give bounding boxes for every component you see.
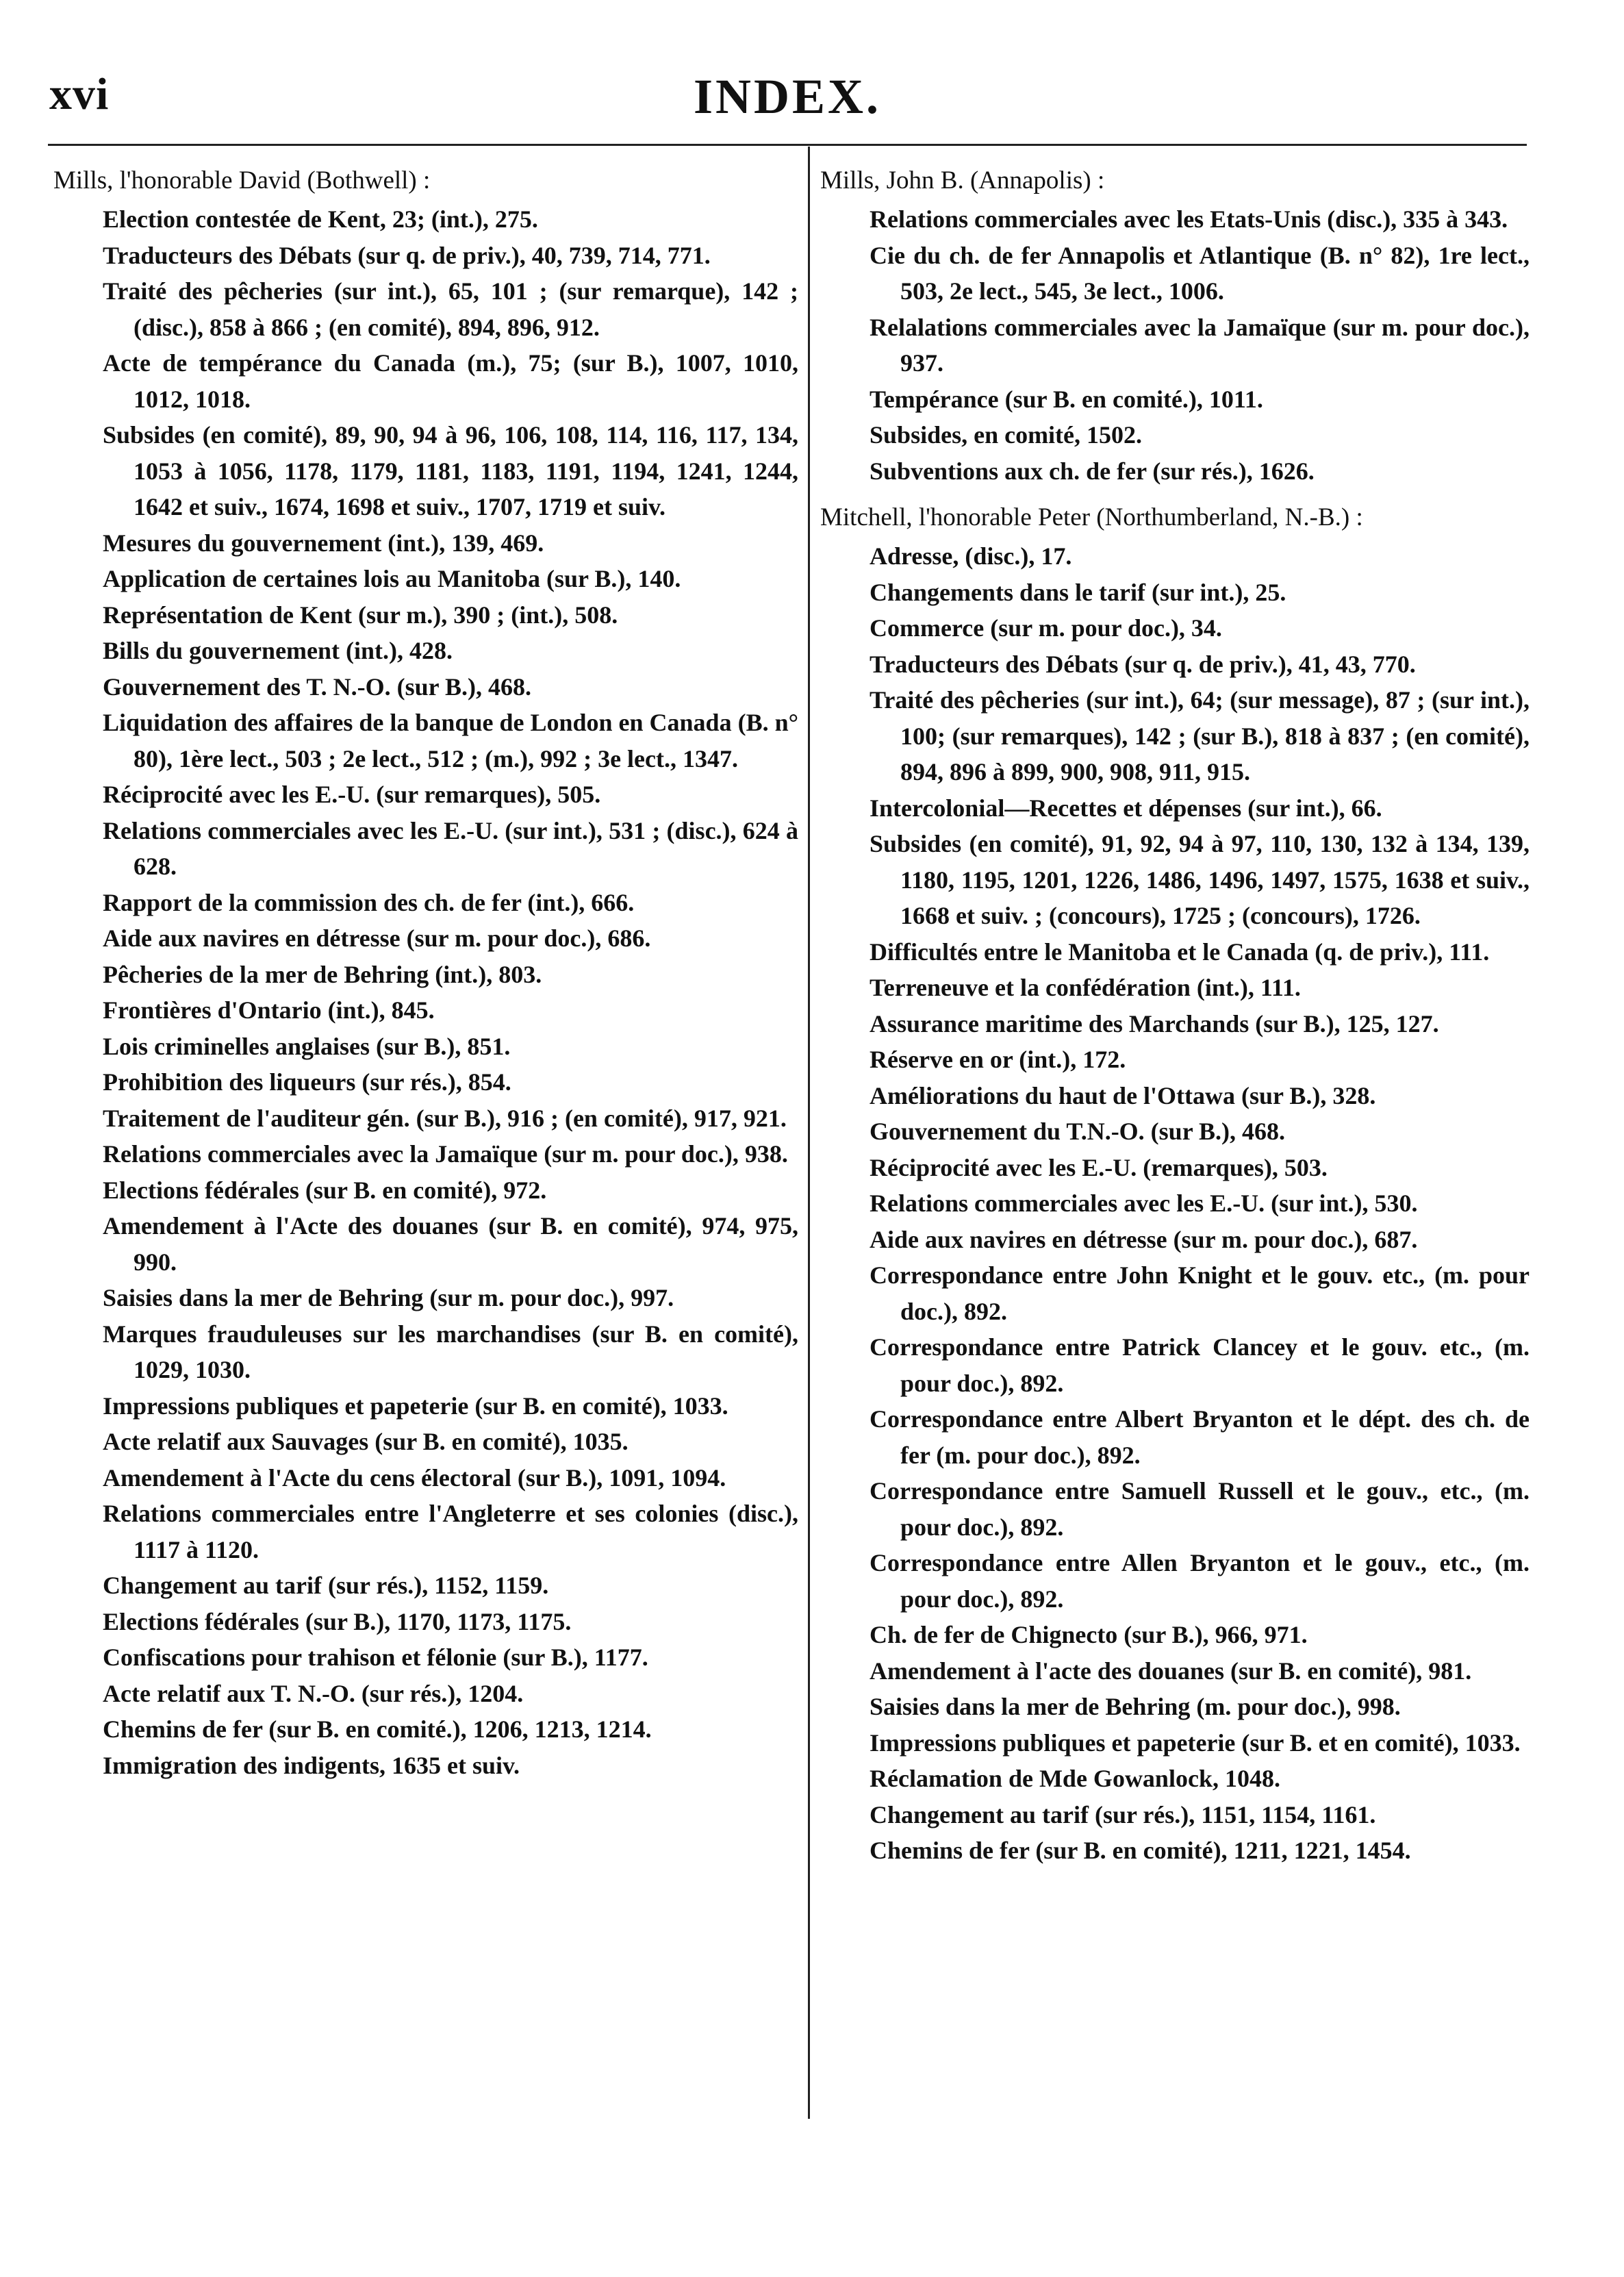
index-entry: Subsides (en comité), 89, 90, 94 à 96, 106, 108, 114, 116, 117, 134, 1053 à 1056, 1178, 1179, 1181, 1183, 1191, 1194, 1241, 1244, 1642 et suiv., 1674, 1698 et suiv., 1707, 1719 et suiv. [103,421,798,520]
index-entry: Réciprocité avec les E.-U. (sur remarques), 505. [103,781,601,808]
index-entry: Subventions aux ch. de fer (sur rés.), 1626. [870,457,1315,485]
index-entry: Acte relatif aux Sauvages (sur B. en comité), 1035. [103,1428,629,1455]
index-heading-mills-david [53,163,798,199]
index-entry: Chemins de fer (sur B. en comité.), 1206, 1213, 1214. [103,1715,652,1743]
index-heading-mitchell-peter [820,500,1530,536]
index-entry: Améliorations du haut de l'Ottawa (sur B.), 328. [870,1081,1376,1109]
index-entry: Aide aux navires en détresse (sur m. pour doc.), 686. [103,924,651,952]
index-entry: Election contestée de Kent, 23; (int.), 275. [103,205,538,233]
index-entry: Changements dans le tarif (sur int.), 25. [870,578,1286,606]
index-entry: Relations commerciales avec les E.-U. (sur int.), 531 ; (disc.), 624 à 628. [103,816,798,880]
index-entry: Représentation de Kent (sur m.), 390 ; (int.), 508. [103,601,618,629]
index-entry: Tempérance (sur B. en comité.), 1011. [870,385,1263,413]
index-entry: Impressions publiques et papeterie (sur B. en comité), 1033. [103,1392,728,1420]
header-divider [48,144,1527,146]
index-entry: Correspondance entre Allen Bryanton et le gouv., etc., (m. pour doc.), 892. [870,1549,1530,1613]
index-entry-list [820,538,1530,1869]
index-heading-label: Mills, l'honorable David (Bothwell) : [53,166,431,194]
index-entry: Marques frauduleuses sur les marchandises (sur B. en comité), 1029, 1030. [103,1320,798,1383]
index-entry: Aide aux navires en détresse (sur m. pour doc.), 687. [870,1225,1418,1253]
index-entry: Réclamation de Mde Gowanlock, 1048. [870,1765,1280,1792]
index-entry: Saisies dans la mer de Behring (sur m. pour doc.), 997. [103,1284,674,1311]
index-entry: Traducteurs des Débats (sur q. de priv.), 41, 43, 770. [870,650,1416,678]
index-entry: Adresse, (disc.), 17. [870,542,1072,570]
index-entry-list [53,201,798,1783]
index-entry: Bills du gouvernement (int.), 428. [103,637,453,664]
index-entry: Commerce (sur m. pour doc.), 34. [870,614,1222,642]
page-title: INDEX. [693,69,882,124]
index-entry: Traité des pêcheries (sur int.), 65, 101 ; (sur remarque), 142 ; (disc.), 858 à 866 ; (en comité), 894, 896, 912. [103,277,798,341]
column-divider [808,147,810,2119]
index-entry: Subsides, en comité, 1502. [870,421,1143,449]
index-entry: Rapport de la commission des ch. de fer (int.), 666. [103,888,635,916]
index-entry: Amendement à l'Acte des douanes (sur B. en comité), 974, 975, 990. [103,1212,798,1276]
index-entry: Elections fédérales (sur B. en comité), 972. [103,1176,547,1204]
index-entry: Assurance maritime des Marchands (sur B.), 125, 127. [870,1009,1439,1037]
index-heading-label: Mitchell, l'honorable Peter (Northumberland, N.-B.) : [820,503,1363,531]
index-entry: Correspondance entre Albert Bryanton et le dépt. des ch. de fer (m. pour doc.), 892. [870,1405,1530,1469]
index-entry: Subsides (en comité), 91, 92, 94 à 97, 110, 130, 132 à 134, 139, 1180, 1195, 1201, 1226, 1486, 1496, 1497, 1575, 1638 et suiv., 1668 et suiv. ; (concours), 1725 ; (concours), 1726. [870,830,1530,929]
index-entry: Difficultés entre le Manitoba et le Canada (q. de priv.), 111. [870,938,1490,966]
index-entry: Liquidation des affaires de la banque de London en Canada (B. n° 80), 1ère lect., 503 ; 2e lect., 512 ; (m.), 992 ; 3e lect., 1347. [103,709,798,772]
index-entry: Elections fédérales (sur B.), 1170, 1173, 1175. [103,1607,572,1635]
index-entry: Gouvernement des T. N.-O. (sur B.), 468. [103,672,531,701]
index-entry: Immigration des indigents, 1635 et suiv. [103,1751,520,1779]
index-entry: Traité des pêcheries (sur int.), 64; (sur message), 87 ; (sur int.), 100; (sur remarques), 142 ; (sur B.), 818 à 837 ; (en comité), 894, 896 à 899, 900, 908, 911, 915. [870,686,1530,785]
index-entry-list [820,201,1530,489]
index-entry: Prohibition des liqueurs (sur rés.), 854. [103,1068,511,1096]
index-entry: Amendement à l'acte des douanes (sur B. en comité), 981. [870,1657,1472,1685]
index-entry: Correspondance entre John Knight et le gouv. etc., (m. pour doc.), 892. [870,1261,1530,1325]
index-entry: Amendement à l'Acte du cens électoral (sur B.), 1091, 1094. [103,1463,726,1492]
index-entry: Confiscations pour trahison et félonie (sur B.), 1177. [103,1644,648,1671]
index-entry: Frontières d'Ontario (int.), 845. [103,996,435,1024]
index-entry: Relations commerciales avec les E.-U. (sur int.), 530. [870,1190,1418,1217]
index-entry: Traitement de l'auditeur gén. (sur B.), 916 ; (en comité), 917, 921. [103,1104,787,1132]
index-entry: Changement au tarif (sur rés.), 1152, 1159. [103,1572,549,1599]
index-entry: Correspondance entre Patrick Clancey et le gouv. etc., (m. pour doc.), 892. [870,1333,1530,1397]
page-number: xvi [49,69,110,119]
index-entry: Saisies dans la mer de Behring (m. pour doc.), 998. [870,1693,1401,1720]
index-entry: Intercolonial—Recettes et dépenses (sur int.), 66. [870,794,1382,822]
index-entry: Relations commerciales entre l'Angleterre et ses colonies (disc.), 1117 à 1120. [103,1500,798,1563]
index-entry: Traducteurs des Débats (sur q. de priv.), 40, 739, 714, 771. [103,241,711,269]
index-entry: Réserve en or (int.), 172. [870,1046,1126,1073]
index-entry: Ch. de fer de Chignecto (sur B.), 966, 971. [870,1621,1308,1648]
index-entry: Relalations commerciales avec la Jamaïque (sur m. pour doc.), 937. [870,313,1530,377]
index-entry: Changement au tarif (sur rés.), 1151, 1154, 1161. [870,1800,1376,1828]
index-entry: Application de certaines lois au Manitoba (sur B.), 140. [103,565,681,592]
index-entry: Chemins de fer (sur B. en comité), 1211, 1221, 1454. [870,1837,1411,1864]
index-entry: Terreneuve et la confédération (int.), 111. [870,974,1301,1001]
index-entry: Correspondance entre Samuell Russell et le gouv., etc., (m. pour doc.), 892. [870,1477,1530,1541]
index-entry: Mesures du gouvernement (int.), 139, 469. [103,529,544,557]
index-entry: Relations commerciales avec la Jamaïque (sur m. pour doc.), 938. [103,1140,788,1168]
index-entry: Réciprocité avec les E.-U. (remarques), 503. [870,1153,1328,1181]
index-entry: Relations commerciales avec les Etats-Unis (disc.), 335 à 343. [870,205,1508,233]
index-entry: Acte relatif aux T. N.-O. (sur rés.), 1204. [103,1679,524,1707]
index-entry: Cie du ch. de fer Annapolis et Atlantique (B. n° 82), 1re lect., 503, 2e lect., 545, 3e lect., 1006. [870,241,1530,305]
index-entry: Acte de tempérance du Canada (m.), 75; (sur B.), 1007, 1010, 1012, 1018. [103,349,798,413]
index-heading-label: Mills, John B. (Annapolis) : [820,166,1105,194]
index-entry: Lois criminelles anglaises (sur B.), 851. [103,1032,511,1060]
page-header [48,68,1527,144]
index-entry: Impressions publiques et papeterie (sur B. et en comité), 1033. [870,1728,1521,1757]
right-column [820,163,1530,1869]
index-entry: Gouvernement du T.N.-O. (sur B.), 468. [870,1118,1286,1145]
index-entry: Pêcheries de la mer de Behring (int.), 803. [103,960,542,988]
left-column [53,163,798,1783]
index-heading-mills-john [820,163,1530,199]
